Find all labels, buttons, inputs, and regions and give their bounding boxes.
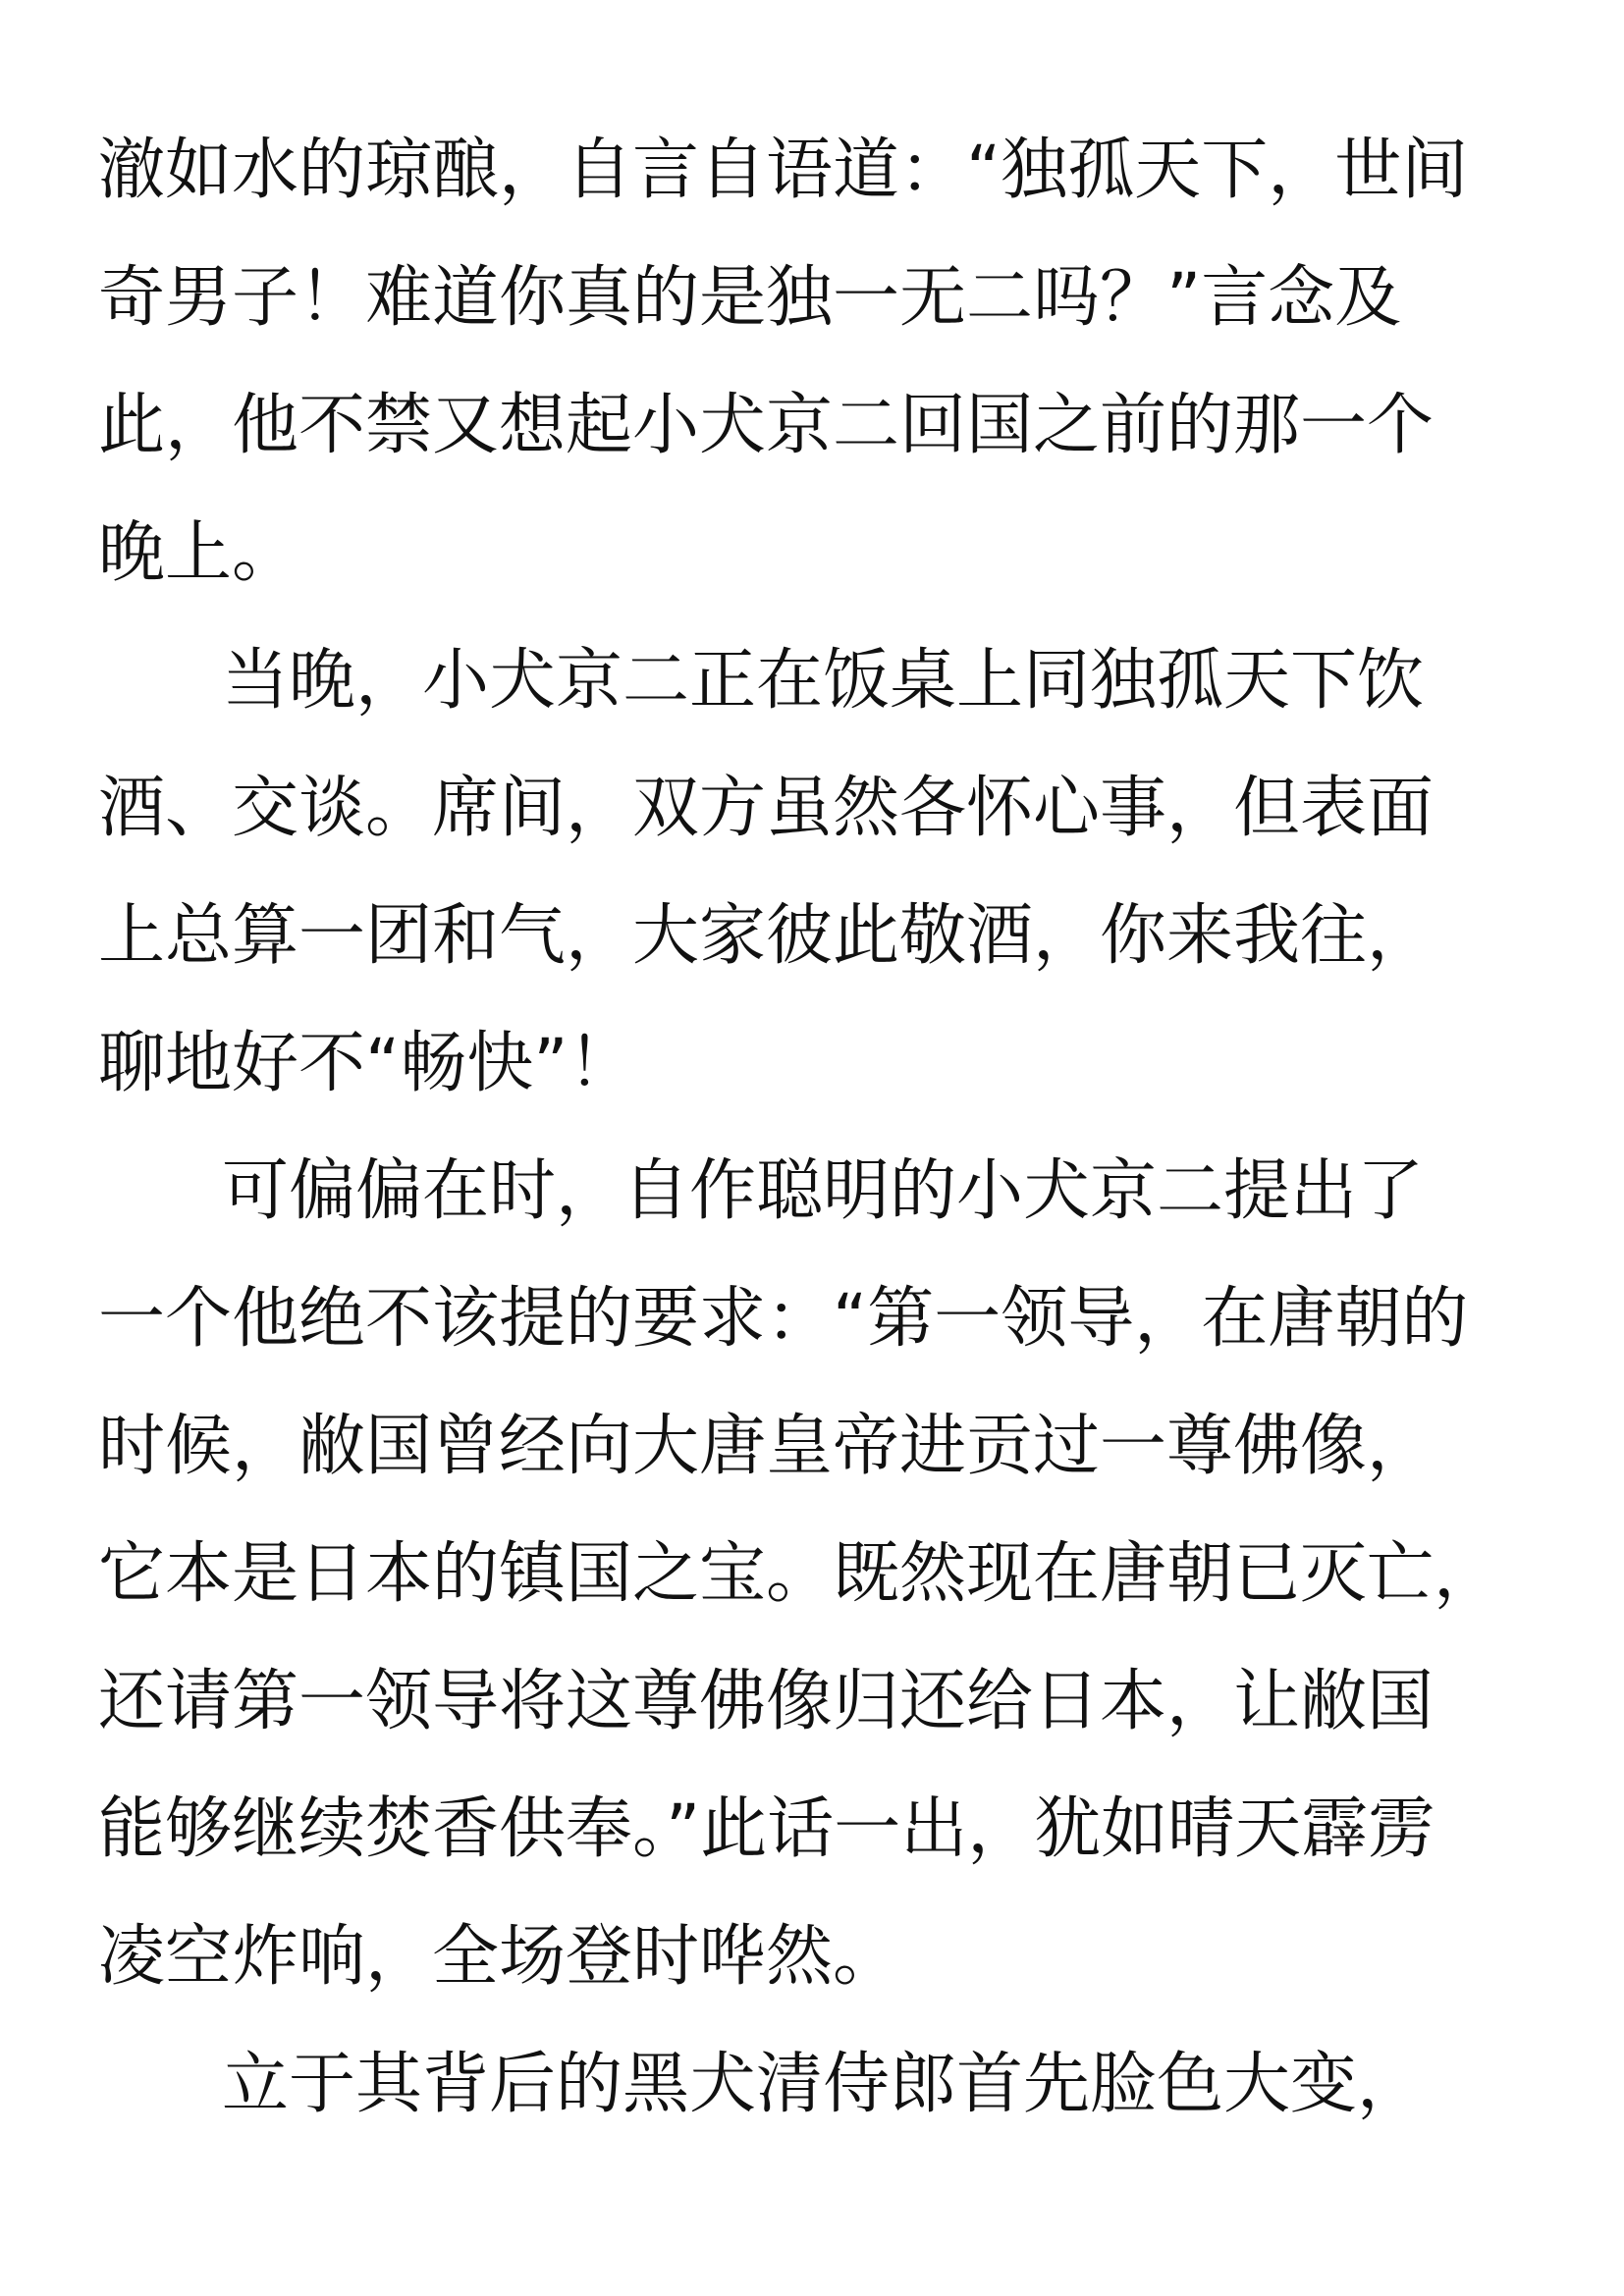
text-line: 澈如水的琼酿，自言自语道：“独孤天下，世间 (98, 132, 1469, 209)
text-line: 奇男子！难道你真的是独一无二吗？”言念及 (98, 259, 1402, 337)
paragraph-first-line: 立于其背后的黑犬清侍郎首先脸色大变， (222, 2046, 1425, 2123)
text-line: 上总算一团和气，大家彼此敬酒，你来我往， (98, 897, 1435, 975)
text-line: 酒、交谈。席间，双方虽然各怀心事，但表面 (98, 770, 1435, 847)
paragraph-first-line: 可偏偏在时，自作聪明的小犬京二提出了 (222, 1152, 1425, 1230)
text-line: 晚上。 (98, 514, 299, 592)
text-line: 一个他绝不该提的要求：“第一领导，在唐朝的 (98, 1280, 1469, 1358)
text-line: 能够继续焚香供奉。”此话一出，犹如晴天霹雳 (98, 1790, 1435, 1868)
text-line: 凌空炸响，全场登时哗然。 (98, 1918, 900, 1996)
text-line: 此，他不禁又想起小犬京二回国之前的那一个 (98, 387, 1435, 464)
text-line: 聊地好不“畅快”！ (98, 1025, 635, 1102)
text-line: 它本是日本的镇国之宝。既然现在唐朝已灭亡， (98, 1535, 1501, 1613)
paragraph-first-line: 当晚，小犬京二正在饭桌上同独孤天下饮 (222, 642, 1425, 720)
text-line: 时候，敝国曾经向大唐皇帝进贡过一尊佛像， (98, 1408, 1435, 1485)
text-line: 还请第一领导将这尊佛像归还给日本，让敝国 (98, 1663, 1435, 1740)
